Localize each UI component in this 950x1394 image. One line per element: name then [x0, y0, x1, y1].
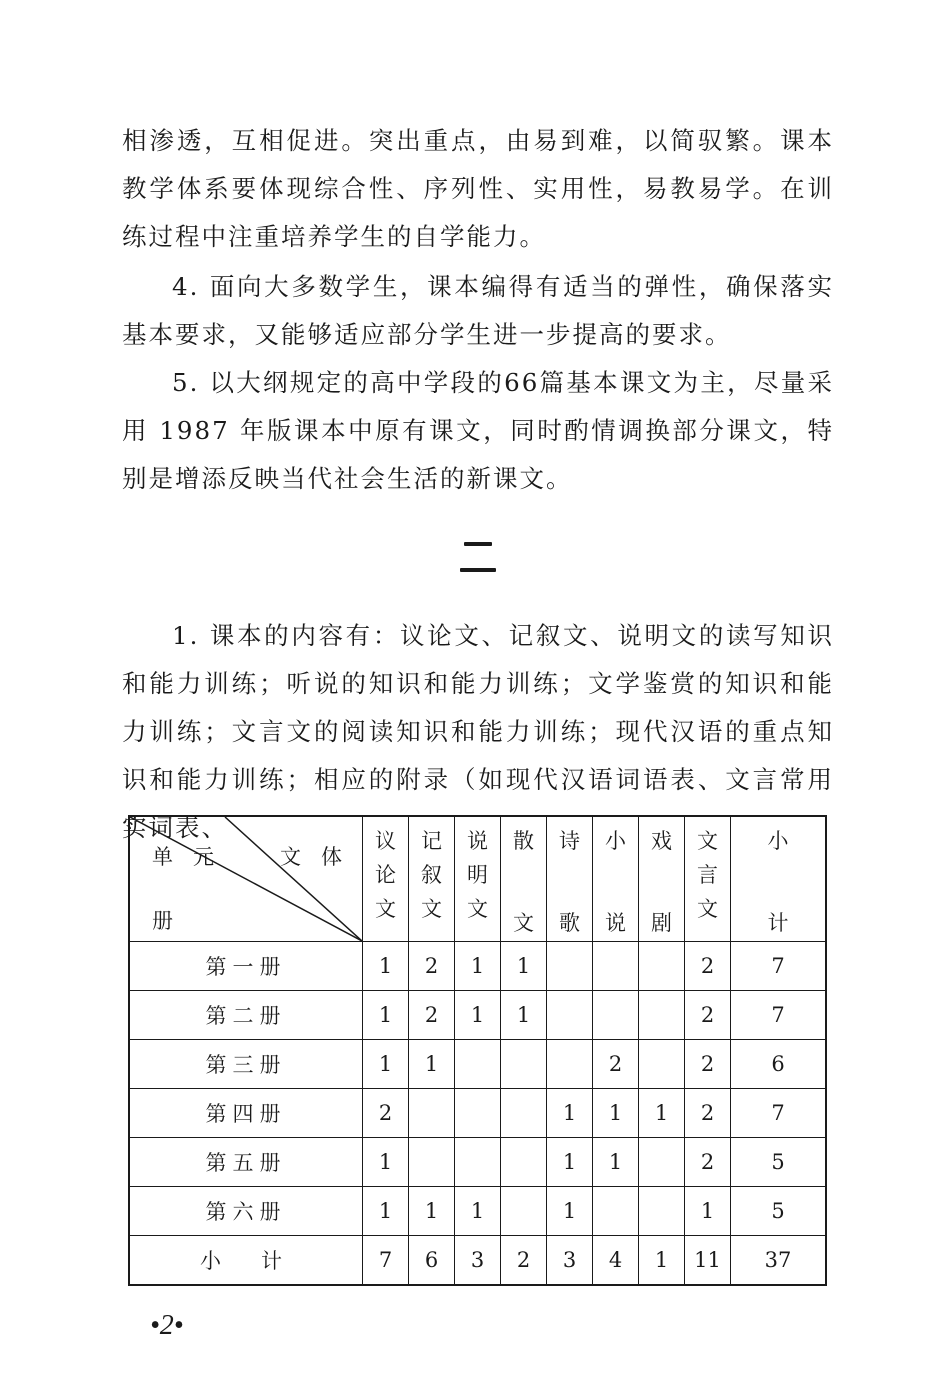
table-cell: 2	[363, 1089, 409, 1138]
table-cell	[409, 1138, 455, 1187]
paragraph-item-5: 5. 以大纲规定的高中学段的66篇基本课文为主，尽量采用 1987 年版课本中原有课文，同时酌情调换部分课文，特别是增添反映当代社会生活的新课文。	[122, 368, 834, 493]
row-label-total: 小计	[129, 1236, 363, 1286]
table-cell	[455, 1138, 501, 1187]
column-header-char: 记	[421, 829, 442, 853]
table-cell: 11	[685, 1236, 731, 1286]
table-cell: 1	[593, 1089, 639, 1138]
table-cell-subtotal: 6	[731, 1040, 827, 1089]
course-distribution-table	[128, 815, 827, 1286]
table-cell: 3	[547, 1236, 593, 1286]
table-cell	[455, 1089, 501, 1138]
column-header-char: 议	[375, 829, 396, 853]
table-cell: 4	[593, 1236, 639, 1286]
row-label: 第五册	[129, 1138, 363, 1187]
column-header-char: 说	[605, 911, 626, 935]
table-cell	[639, 942, 685, 991]
table-cell: 1	[363, 991, 409, 1040]
column-header-char: 文	[697, 897, 718, 921]
column-header	[363, 816, 409, 942]
table-row	[129, 942, 826, 991]
table-cell	[639, 1040, 685, 1089]
corner-label-style: 文体	[280, 845, 362, 869]
table-cell	[501, 1187, 547, 1236]
table-header-row	[129, 816, 826, 942]
table-cell: 1	[455, 942, 501, 991]
column-header	[455, 816, 501, 942]
table-cell: 3	[455, 1236, 501, 1286]
table-cell: 2	[685, 1138, 731, 1187]
table-cell	[593, 1187, 639, 1236]
column-header-char: 小	[767, 829, 789, 853]
table-cell: 6	[409, 1236, 455, 1286]
table-cell: 2	[685, 991, 731, 1040]
section-heading	[460, 542, 496, 572]
table-cell	[547, 991, 593, 1040]
table-cell-subtotal: 7	[731, 942, 827, 991]
table-cell	[639, 1138, 685, 1187]
table-cell: 1	[501, 942, 547, 991]
table-cell: 2	[593, 1040, 639, 1089]
table-row	[129, 1138, 826, 1187]
page-number: •2•	[150, 1310, 184, 1341]
column-header	[639, 816, 685, 942]
row-label: 第三册	[129, 1040, 363, 1089]
paragraph-item-4: 4. 面向大多数学生，课本编得有适当的弹性，确保落实基本要求，又能够适应部分学生进一步提高的要求。	[122, 272, 834, 349]
heading-stroke-bottom	[460, 568, 496, 572]
table-cell	[501, 1040, 547, 1089]
column-header-char: 说	[467, 829, 488, 853]
table-cell	[501, 1138, 547, 1187]
column-header-char: 剧	[651, 911, 672, 935]
table-corner-cell	[129, 816, 363, 942]
table-cell	[639, 1187, 685, 1236]
column-header	[547, 816, 593, 942]
column-header-char: 计	[767, 911, 789, 935]
column-header-char: 明	[467, 863, 488, 887]
table-cell: 1	[685, 1187, 731, 1236]
table-cell: 1	[547, 1138, 593, 1187]
table-cell: 1	[501, 991, 547, 1040]
table-cell	[501, 1089, 547, 1138]
table-cell	[639, 991, 685, 1040]
heading-stroke-top	[464, 542, 492, 546]
row-label: 第四册	[129, 1089, 363, 1138]
table-cell	[593, 991, 639, 1040]
column-header-char: 歌	[559, 911, 580, 935]
column-header-char: 戏	[651, 829, 672, 853]
table-cell-subtotal: 5	[731, 1187, 827, 1236]
column-header-char: 文	[467, 897, 488, 921]
column-header-char: 小	[605, 829, 626, 853]
table-row	[129, 1089, 826, 1138]
table-cell: 2	[409, 942, 455, 991]
column-header	[501, 816, 547, 942]
table-cell: 1	[455, 1187, 501, 1236]
column-header-subtotal	[731, 816, 827, 942]
table-cell: 1	[593, 1138, 639, 1187]
table-cell-grand-total: 37	[731, 1236, 827, 1286]
table-cell: 1	[363, 1138, 409, 1187]
row-label: 第一册	[129, 942, 363, 991]
section-heading-text	[460, 542, 461, 543]
column-header-char: 散	[513, 829, 534, 853]
table-cell: 1	[547, 1089, 593, 1138]
paragraph-item-1: 1. 课本的内容有：议论文、记叙文、说明文的读写知识和能力训练；听说的知识和能力训练；文学鉴赏的知识和能力训练；文言文的阅读知识和能力训练；现代汉语的重点知识和能力训练；相应的附录（如现代汉语词语表、文言常用实词表、	[122, 621, 834, 842]
table-cell: 1	[409, 1040, 455, 1089]
paragraph-continuation: 相渗透，互相促进。突出重点，由易到难，以简驭繁。课本教学体系要体现综合性、序列性、实用性，易教易学。在训练过程中注重培养学生的自学能力。	[122, 126, 834, 251]
table-cell	[547, 1040, 593, 1089]
column-header-char: 文	[513, 911, 534, 935]
table-cell	[547, 942, 593, 991]
table-cell: 1	[363, 942, 409, 991]
corner-label-volume: 册	[152, 909, 173, 933]
column-header-char: 诗	[559, 829, 580, 853]
table-cell: 2	[685, 1040, 731, 1089]
table-cell: 1	[639, 1236, 685, 1286]
table-cell: 7	[363, 1236, 409, 1286]
column-header	[409, 816, 455, 942]
table-cell: 1	[547, 1187, 593, 1236]
corner-label-unit: 单元	[152, 845, 234, 869]
table-cell: 1	[409, 1187, 455, 1236]
table-row-total	[129, 1236, 826, 1286]
table-cell: 1	[455, 991, 501, 1040]
table-cell	[409, 1089, 455, 1138]
table-cell-subtotal: 7	[731, 991, 827, 1040]
table-cell: 2	[685, 1089, 731, 1138]
row-label: 第六册	[129, 1187, 363, 1236]
table-cell: 2	[501, 1236, 547, 1286]
table-cell	[593, 942, 639, 991]
table-cell-subtotal: 7	[731, 1089, 827, 1138]
table-cell: 1	[363, 1040, 409, 1089]
table-row	[129, 1187, 826, 1236]
column-header-char: 文	[697, 829, 718, 853]
table-row	[129, 991, 826, 1040]
table-cell-subtotal: 5	[731, 1138, 827, 1187]
table-cell: 2	[409, 991, 455, 1040]
column-header-char: 言	[697, 863, 718, 887]
table-cell: 2	[685, 942, 731, 991]
column-header-char: 叙	[421, 863, 442, 887]
table-cell: 1	[363, 1187, 409, 1236]
column-header	[593, 816, 639, 942]
column-header-char: 文	[375, 897, 396, 921]
row-label: 第二册	[129, 991, 363, 1040]
column-header-char: 文	[421, 897, 442, 921]
table-cell: 1	[639, 1089, 685, 1138]
column-header-char: 论	[375, 863, 396, 887]
column-header	[685, 816, 731, 942]
table-cell	[455, 1040, 501, 1089]
table-row	[129, 1040, 826, 1089]
